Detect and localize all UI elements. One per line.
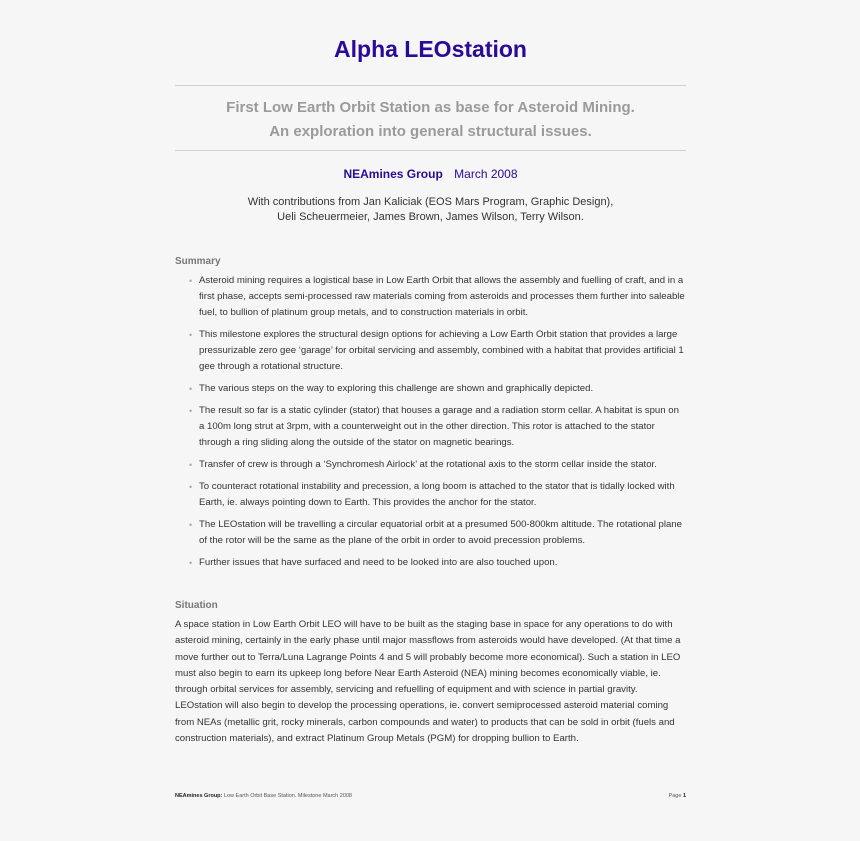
summary-item <box>175 479 686 511</box>
bullet-icon: • <box>189 460 193 470</box>
summary-item <box>175 457 686 473</box>
summary-item-text: The LEOstation will be travelling a circular equatorial orbit at a presumed 500-800km altitude. The rotational plane of the rotor will be the same as the plane of the orbit in order to avoid precession problems. <box>199 519 682 546</box>
footer-left <box>175 793 352 799</box>
contributors <box>175 195 686 225</box>
summary-item-text: Further issues that have surfaced and need to be looked into are also touched upon. <box>199 557 558 568</box>
summary-item <box>175 381 686 397</box>
contributors-line-2: Ueli Scheuermeier, James Brown, James Wilson, Terry Wilson. <box>277 211 584 223</box>
page-label: Page <box>668 793 683 799</box>
bullet-icon: • <box>189 330 193 340</box>
summary-item <box>175 327 686 375</box>
bullet-icon: • <box>189 384 193 394</box>
summary-item <box>175 555 686 571</box>
subtitle-line-2: An exploration into general structural issues. <box>269 123 592 140</box>
group-name: NEAmines Group <box>343 167 443 181</box>
summary-item-text: To counteract rotational instability and precession, a long boom is attached to the stator that is tidally locked with Earth, ie. always pointing down to Earth. This provides the anchor for the stator. <box>199 481 675 508</box>
bullet-icon: • <box>189 558 193 568</box>
summary-item <box>175 273 686 321</box>
author-group-line <box>175 167 686 181</box>
summary-item-text: Asteroid mining requires a logistical base in Low Earth Orbit that allows the assembly and fuelling of craft, and in a first phase, accepts semi-processed raw materials coming from asteroids and processes them further into saleable fuel, to bullion of platinum group metals, and to construction materials in orbit. <box>199 275 685 318</box>
summary-list <box>175 273 686 577</box>
bullet-icon: • <box>189 406 193 416</box>
bullet-icon: • <box>189 520 193 530</box>
summary-item <box>175 403 686 451</box>
summary-heading: Summary <box>175 256 221 267</box>
contributors-line-1: With contributions from Jan Kaliciak (EOS Mars Program, Graphic Design), <box>247 196 614 208</box>
summary-item <box>175 517 686 549</box>
bullet-icon: • <box>189 276 193 286</box>
document-title: Alpha LEOstation <box>334 36 527 62</box>
document-date: March 2008 <box>454 167 518 181</box>
bullet-icon: • <box>189 482 193 492</box>
document-subtitle <box>175 96 686 144</box>
subtitle-line-1: First Low Earth Orbit Station as base for Asteroid Mining. <box>226 99 635 116</box>
footer-page <box>669 793 686 799</box>
summary-item-text: This milestone explores the structural design options for achieving a Low Earth Orbit station that provides a large pressurizable zero gee ‘garage’ for orbital servicing and assembly, combined with a habitat that provides artificial 1 gee through a rotational structure. <box>199 329 684 372</box>
footer-description: Low Earth Orbit Base Station. Milestone March 2008 <box>222 793 352 799</box>
situation-heading: Situation <box>175 600 218 611</box>
summary-item-text: The result so far is a static cylinder (stator) that houses a garage and a radiation storm cellar. A habitat is spun on a 100m long strut at 3rpm, with a counterweight out in the other direction. This rotor is attached to the stator through a ring sliding along the outside of the stator on magnetic bearings. <box>199 405 679 448</box>
summary-item-text: The various steps on the way to exploring this challenge are shown and graphically depicted. <box>199 383 594 394</box>
divider-top <box>175 85 686 86</box>
footer-group: NEAmines Group: <box>175 793 223 799</box>
situation-paragraph: A space station in Low Earth Orbit LEO will have to be built as the staging base in space for any operations to do with asteroid mining, certainly in the early phase until major massflows from asteroids would have developed. (At that time a move further out to Terra/Luna Lagrange Points 4 and 5 will probably become more economical). Such a station in LEO must also begin to earn its upkeep long before Near Earth Asteroid (NEA) mining becomes economically viable, ie. through orbital services for assembly, servicing and refuelling of equipment and with science in partial gravity. LEOstation will also begin to develop the processing operations, ie. convert semiprocessed asteroid material coming from NEAs (metallic grit, rocky minerals, carbon compounds and water) to products that can be sold in orbit (fuels and construction materials), and extract Platinum Group Metals (PGM) for dropping bullion to Earth. <box>175 619 681 745</box>
divider-bottom <box>175 150 686 151</box>
summary-item-text: Transfer of crew is through a ‘Synchromesh Airlock’ at the rotational axis to the storm cellar inside the stator. <box>199 459 657 470</box>
page-number: 1 <box>682 793 686 799</box>
